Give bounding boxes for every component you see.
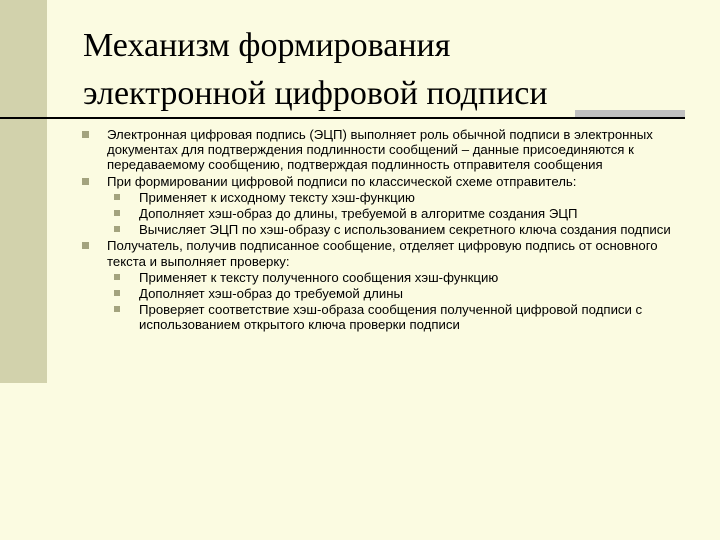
square-bullet-icon (114, 290, 120, 296)
sub-bullet-item (82, 222, 682, 237)
sub-bullet-item (82, 286, 682, 301)
bullet-text: Проверяет соответствие хэш-образа сообщения полученной цифровой подписи с использованием открытого ключа проверки подписи (139, 302, 643, 333)
square-bullet-icon (82, 131, 89, 138)
bullet-text: При формировании цифровой подписи по классической схеме отправитель: (107, 173, 577, 189)
sub-bullet-item (82, 206, 682, 221)
square-bullet-icon (114, 194, 120, 200)
bullet-text: Дополняет хэш-образ до длины, требуемой в алгоритме создания ЭЦП (139, 206, 578, 222)
bullet-text: Электронная цифровая подпись (ЭЦП) выполняет роль обычной подписи в электронных документах для подтверждения подлинности сообщений – данные присоединяются к передаваемому сообщению, подтверждая подлинность отправителя сообщения (107, 127, 653, 173)
bullet-list (82, 127, 682, 334)
bullet-text: Дополняет хэш-образ до требуемой длины (139, 286, 403, 302)
sub-bullet-item (82, 190, 682, 205)
bullet-text: Получатель, получив подписанное сообщение, отделяет цифровую подпись от основного текста и выполняет проверку: (107, 238, 658, 269)
slide-title (83, 22, 703, 118)
title-rule-shadow (575, 110, 685, 117)
left-accent-bar (0, 0, 47, 383)
bullet-item (82, 174, 682, 189)
bullet-item (82, 127, 682, 173)
square-bullet-icon (114, 306, 120, 312)
square-bullet-icon (114, 226, 120, 232)
square-bullet-icon (114, 210, 120, 216)
square-bullet-icon (114, 274, 120, 280)
bullet-item (82, 238, 682, 268)
sub-bullet-item (82, 270, 682, 285)
slide-title-line-1: Механизм формирования (83, 27, 451, 64)
title-divider (0, 117, 685, 119)
bullet-text: Применяет к тексту полученного сообщения хэш-функцию (139, 269, 499, 285)
bullet-text: Применяет к исходному тексту хэш-функцию (139, 189, 415, 205)
bullet-text: Вычисляет ЭЦП по хэш-образу с использованием секретного ключа создания подписи (139, 222, 671, 238)
square-bullet-icon (82, 178, 89, 185)
square-bullet-icon (82, 242, 89, 249)
slide-title-line-2: электронной цифровой подписи (83, 75, 548, 112)
sub-bullet-item (82, 302, 682, 332)
